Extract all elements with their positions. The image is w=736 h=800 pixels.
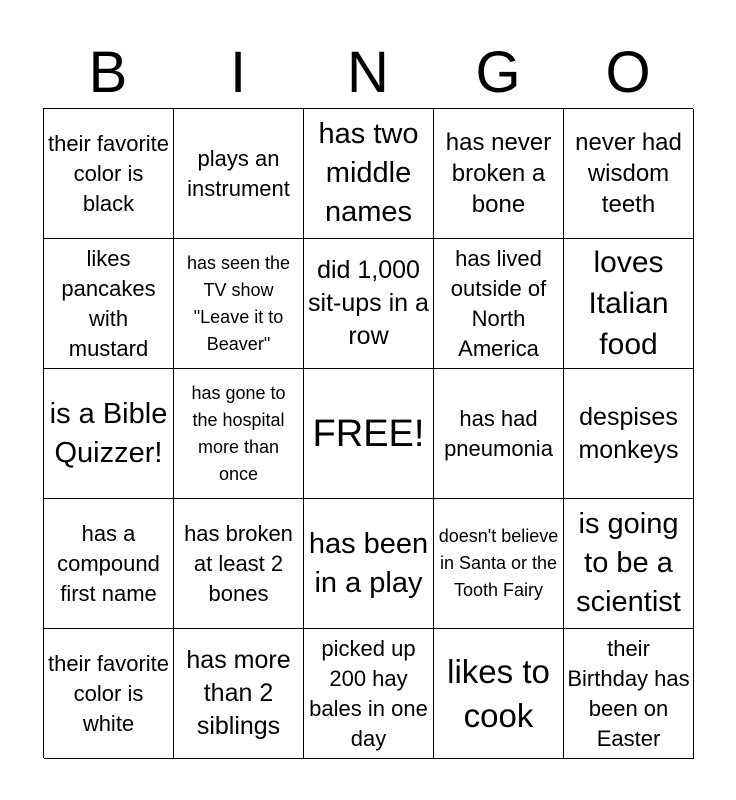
cell-text: has broken at least 2 bones bbox=[184, 520, 293, 606]
bingo-cell-r1c1[interactable] bbox=[44, 109, 174, 239]
cell-text: has been in a play bbox=[308, 527, 429, 599]
bingo-cell-r5c1[interactable] bbox=[44, 629, 174, 759]
bingo-cell-r4c3[interactable] bbox=[304, 499, 434, 629]
header-letter-g: G bbox=[475, 40, 521, 105]
bingo-cell-r4c5[interactable] bbox=[564, 499, 694, 629]
bingo-cell-r3c5[interactable] bbox=[564, 369, 694, 499]
cell-text: has more than 2 siblings bbox=[186, 646, 291, 740]
bingo-cell-r5c4[interactable] bbox=[434, 629, 564, 759]
bingo-cell-r1c2[interactable] bbox=[174, 109, 304, 239]
cell-text: has never broken a bone bbox=[445, 129, 552, 218]
cell-text: likes pancakes with mustard bbox=[61, 245, 156, 361]
cell-text: plays an instrument bbox=[187, 145, 290, 201]
cell-text: has a compound first name bbox=[57, 520, 160, 606]
bingo-cell-r4c4[interactable] bbox=[434, 499, 564, 629]
cell-text: has two middle names bbox=[318, 118, 419, 228]
cell-text: doesn't believe in Santa or the Tooth Fairy bbox=[438, 526, 559, 600]
cell-text: never had wisdom teeth bbox=[575, 129, 682, 218]
bingo-grid bbox=[43, 108, 693, 758]
header-letter-o: O bbox=[605, 40, 651, 105]
cell-text: has had pneumonia bbox=[444, 405, 553, 461]
bingo-cell-r2c1[interactable] bbox=[44, 239, 174, 369]
bingo-cell-r1c4[interactable] bbox=[434, 109, 564, 239]
bingo-cell-r3c1[interactable] bbox=[44, 369, 174, 499]
cell-text: their Birthday has been on Easter bbox=[567, 635, 690, 751]
cell-text: their favorite color is black bbox=[47, 130, 170, 216]
bingo-cell-r3c2[interactable] bbox=[174, 369, 304, 499]
cell-text: has seen the TV show "Leave it to Beaver" bbox=[186, 252, 291, 354]
header-letter-i: I bbox=[229, 40, 247, 105]
cell-text: picked up 200 hay bales in one day bbox=[309, 635, 428, 751]
bingo-cell-r4c1[interactable] bbox=[44, 499, 174, 629]
header-letter-n: N bbox=[347, 40, 389, 105]
cell-text: likes to cook bbox=[447, 652, 550, 734]
cell-text: despises monkeys bbox=[578, 402, 679, 464]
bingo-cell-r1c3[interactable] bbox=[304, 109, 434, 239]
bingo-cell-r5c5[interactable] bbox=[564, 629, 694, 759]
cell-text: is going to be a scientist bbox=[576, 508, 681, 618]
bingo-cell-r2c3[interactable] bbox=[304, 239, 434, 369]
bingo-cell-r1c5[interactable] bbox=[564, 109, 694, 239]
bingo-cell-r2c2[interactable] bbox=[174, 239, 304, 369]
cell-text: their favorite color is white bbox=[47, 650, 170, 736]
cell-text: has gone to the hospital more than once bbox=[191, 382, 286, 484]
bingo-cell-r2c4[interactable] bbox=[434, 239, 564, 369]
header-letter-b: B bbox=[88, 40, 128, 105]
cell-text: loves Italian food bbox=[588, 246, 669, 361]
bingo-cell-r5c3[interactable] bbox=[304, 629, 434, 759]
bingo-cell-r5c2[interactable] bbox=[174, 629, 304, 759]
bingo-cell-r4c2[interactable] bbox=[174, 499, 304, 629]
cell-text: has lived outside of North America bbox=[450, 245, 547, 361]
bingo-header bbox=[43, 40, 693, 106]
bingo-cell-r2c5[interactable] bbox=[564, 239, 694, 369]
bingo-cell-r3c4[interactable] bbox=[434, 369, 564, 499]
cell-text: did 1,000 sit-ups in a row bbox=[308, 256, 429, 350]
bingo-cell-free[interactable] bbox=[304, 369, 434, 499]
cell-text: is a Bible Quizzer! bbox=[49, 397, 168, 469]
free-space-text: FREE! bbox=[312, 412, 425, 455]
